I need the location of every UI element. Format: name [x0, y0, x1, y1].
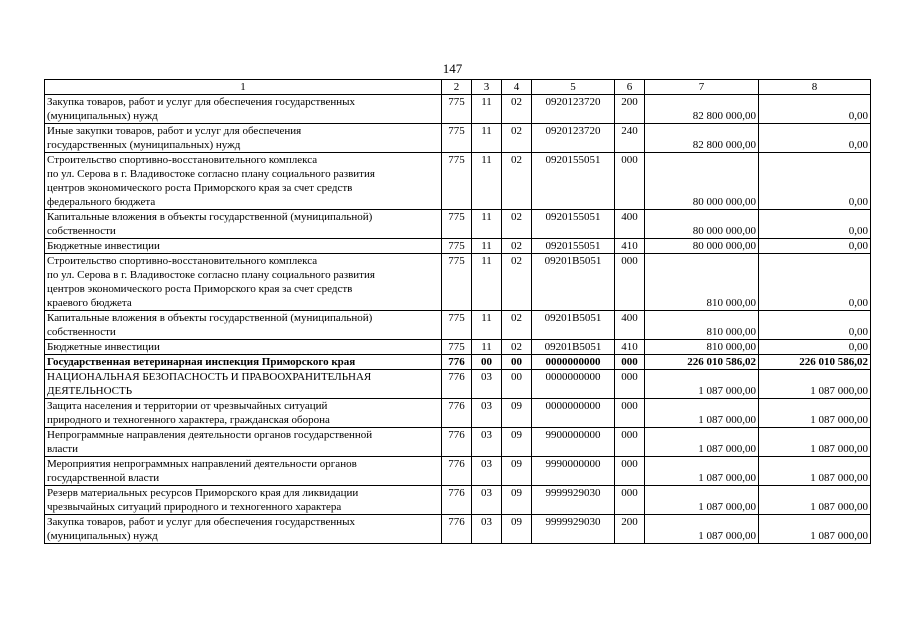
- item-name-cell: [45, 340, 442, 355]
- amount-col7-cell: 226 010 586,02: [645, 355, 759, 370]
- amount-col7-cell: 80 000 000,00: [645, 210, 759, 239]
- admin-code-cell: 775: [442, 239, 472, 254]
- target-article-cell: 09201B5051: [532, 340, 615, 355]
- subsection-cell: 00: [502, 370, 532, 399]
- admin-code-cell: 775: [442, 210, 472, 239]
- target-article-cell: 0920155051: [532, 153, 615, 210]
- item-name-line: чрезвычайных ситуаций природного и техногенного характера: [47, 501, 342, 513]
- admin-code-cell: 775: [442, 124, 472, 153]
- item-name-line: (муниципальных) нужд: [47, 110, 158, 122]
- section-cell: 03: [472, 457, 502, 486]
- table-row: [45, 370, 871, 399]
- amount-col8-cell: 1 087 000,00: [759, 399, 871, 428]
- amount-col8-cell: 226 010 586,02: [759, 355, 871, 370]
- item-name-line: Иные закупки товаров, работ и услуг для обеспечения: [47, 125, 302, 137]
- amount-col7-cell: 1 087 000,00: [645, 515, 759, 544]
- subsection-cell: 02: [502, 239, 532, 254]
- expense-type-cell: 240: [615, 124, 645, 153]
- item-name-cell: [45, 95, 442, 124]
- amount-col7-cell: 810 000,00: [645, 254, 759, 311]
- target-article-cell: 0920155051: [532, 239, 615, 254]
- admin-code-cell: 775: [442, 340, 472, 355]
- amount-col8-cell: 0,00: [759, 311, 871, 340]
- expense-type-cell: 200: [615, 95, 645, 124]
- amount-col7-cell: 1 087 000,00: [645, 370, 759, 399]
- expense-type-cell: 410: [615, 340, 645, 355]
- item-name-line: государственных (муниципальных) нужд: [47, 139, 241, 151]
- expense-type-cell: 400: [615, 311, 645, 340]
- section-cell: 11: [472, 239, 502, 254]
- item-name-line: Строительство спортивно-восстановительного комплекса: [47, 154, 318, 166]
- item-name-cell: [45, 239, 442, 254]
- amount-col7-cell: 80 000 000,00: [645, 239, 759, 254]
- amount-col8-cell: 1 087 000,00: [759, 428, 871, 457]
- table-row: [45, 254, 871, 311]
- expense-type-cell: 000: [615, 399, 645, 428]
- item-name-cell: [45, 254, 442, 311]
- column-header: 3: [472, 80, 502, 95]
- subsection-cell: 02: [502, 254, 532, 311]
- table-row: [45, 239, 871, 254]
- amount-col8-cell: 0,00: [759, 254, 871, 311]
- target-article-cell: 9999929030: [532, 515, 615, 544]
- table-row: [45, 340, 871, 355]
- table-header-row: [45, 80, 871, 95]
- subsection-cell: 02: [502, 124, 532, 153]
- item-name-line: собственности: [47, 225, 116, 237]
- table-row: [45, 486, 871, 515]
- target-article-cell: 0000000000: [532, 355, 615, 370]
- item-name-line: Мероприятия непрограммных направлений деятельности органов: [47, 458, 357, 470]
- item-name-line: НАЦИОНАЛЬНАЯ БЕЗОПАСНОСТЬ И ПРАВООХРАНИТЕЛЬНАЯ: [47, 371, 372, 383]
- column-header: 7: [645, 80, 759, 95]
- target-article-cell: 09201B5051: [532, 311, 615, 340]
- section-cell: 03: [472, 428, 502, 457]
- item-name-line: (муниципальных) нужд: [47, 530, 158, 542]
- item-name-line: центров экономического роста Приморского края за счет средств: [47, 283, 353, 295]
- admin-code-cell: 775: [442, 254, 472, 311]
- target-article-cell: 9900000000: [532, 428, 615, 457]
- amount-col7-cell: 1 087 000,00: [645, 399, 759, 428]
- target-article-cell: 0000000000: [532, 399, 615, 428]
- item-name-cell: [45, 428, 442, 457]
- subsection-cell: 09: [502, 428, 532, 457]
- admin-code-cell: 775: [442, 153, 472, 210]
- expense-type-cell: 000: [615, 370, 645, 399]
- page-number: 147: [442, 61, 463, 76]
- item-name-cell: [45, 457, 442, 486]
- table-row: [45, 153, 871, 210]
- target-article-cell: 0920155051: [532, 210, 615, 239]
- amount-col8-cell: 1 087 000,00: [759, 515, 871, 544]
- amount-col8-cell: 0,00: [759, 124, 871, 153]
- section-cell: 11: [472, 210, 502, 239]
- amount-col7-cell: 1 087 000,00: [645, 428, 759, 457]
- target-article-cell: 09201B5051: [532, 254, 615, 311]
- expense-type-cell: 200: [615, 515, 645, 544]
- subsection-cell: 02: [502, 95, 532, 124]
- item-name-line: природного и техногенного характера, гражданская оборона: [47, 414, 330, 426]
- item-name-line: Защита населения и территории от чрезвычайных ситуаций: [47, 400, 328, 412]
- item-name-cell: [45, 311, 442, 340]
- column-header: 4: [502, 80, 532, 95]
- section-cell: 03: [472, 486, 502, 515]
- expense-type-cell: 000: [615, 254, 645, 311]
- item-name-line: ДЕЯТЕЛЬНОСТЬ: [47, 385, 133, 397]
- column-header: 2: [442, 80, 472, 95]
- section-cell: 03: [472, 370, 502, 399]
- admin-code-cell: 776: [442, 399, 472, 428]
- amount-col8-cell: 0,00: [759, 95, 871, 124]
- amount-col7-cell: 82 800 000,00: [645, 95, 759, 124]
- subsection-cell: 09: [502, 486, 532, 515]
- admin-code-cell: 776: [442, 355, 472, 370]
- expense-type-cell: 000: [615, 153, 645, 210]
- item-name-line: Строительство спортивно-восстановительного комплекса: [47, 255, 318, 267]
- table-row: [45, 457, 871, 486]
- expense-type-cell: 400: [615, 210, 645, 239]
- amount-col7-cell: 82 800 000,00: [645, 124, 759, 153]
- item-name-line: Закупка товаров, работ и услуг для обеспечения государственных: [47, 516, 356, 528]
- item-name-cell: [45, 355, 442, 370]
- item-name-line: центров экономического роста Приморского края за счет средств: [47, 182, 353, 194]
- item-name-line: краевого бюджета: [47, 297, 132, 309]
- amount-col7-cell: 1 087 000,00: [645, 457, 759, 486]
- section-cell: 03: [472, 515, 502, 544]
- item-name-line: Резерв материальных ресурсов Приморского края для ликвидации: [47, 487, 359, 499]
- table-row: [45, 515, 871, 544]
- amount-col8-cell: 0,00: [759, 153, 871, 210]
- target-article-cell: 0000000000: [532, 370, 615, 399]
- section-cell: 00: [472, 355, 502, 370]
- table-row: [45, 95, 871, 124]
- target-article-cell: 9990000000: [532, 457, 615, 486]
- subsection-cell: 09: [502, 515, 532, 544]
- expense-type-cell: 000: [615, 355, 645, 370]
- column-header: 6: [615, 80, 645, 95]
- item-name-cell: [45, 210, 442, 239]
- section-cell: 11: [472, 95, 502, 124]
- item-name-cell: [45, 153, 442, 210]
- amount-col8-cell: 1 087 000,00: [759, 457, 871, 486]
- subsection-cell: 09: [502, 457, 532, 486]
- column-header: 5: [532, 80, 615, 95]
- item-name-line: Закупка товаров, работ и услуг для обеспечения государственных: [47, 96, 356, 108]
- table-row: [45, 210, 871, 239]
- subsection-cell: 02: [502, 153, 532, 210]
- item-name-line: государственной власти: [47, 472, 160, 484]
- table-row: [45, 124, 871, 153]
- item-name-line: Государственная ветеринарная инспекция Приморского края: [47, 356, 356, 368]
- admin-code-cell: 775: [442, 95, 472, 124]
- column-header: 1: [45, 80, 442, 95]
- amount-col8-cell: 0,00: [759, 239, 871, 254]
- section-cell: 11: [472, 340, 502, 355]
- section-cell: 03: [472, 399, 502, 428]
- item-name-cell: [45, 399, 442, 428]
- item-name-line: по ул. Серова в г. Владивостоке согласно плану социального развития: [47, 269, 375, 281]
- item-name-line: власти: [47, 443, 78, 455]
- target-article-cell: 0920123720: [532, 124, 615, 153]
- budget-table: [44, 79, 871, 544]
- amount-col8-cell: 0,00: [759, 340, 871, 355]
- amount-col8-cell: 1 087 000,00: [759, 370, 871, 399]
- amount-col7-cell: 1 087 000,00: [645, 486, 759, 515]
- section-cell: 11: [472, 124, 502, 153]
- item-name-line: по ул. Серова в г. Владивостоке согласно плану социального развития: [47, 168, 375, 180]
- column-header: 8: [759, 80, 871, 95]
- subsection-cell: 00: [502, 355, 532, 370]
- item-name-line: Капитальные вложения в объекты государственной (муниципальной): [47, 211, 373, 223]
- expense-type-cell: 000: [615, 457, 645, 486]
- item-name-line: собственности: [47, 326, 116, 338]
- admin-code-cell: 776: [442, 457, 472, 486]
- table-row: [45, 428, 871, 457]
- subsection-cell: 09: [502, 399, 532, 428]
- admin-code-cell: 776: [442, 515, 472, 544]
- target-article-cell: 9999929030: [532, 486, 615, 515]
- table-row: [45, 399, 871, 428]
- admin-code-cell: 775: [442, 311, 472, 340]
- admin-code-cell: 776: [442, 428, 472, 457]
- item-name-line: Бюджетные инвестиции: [47, 240, 160, 252]
- subsection-cell: 02: [502, 340, 532, 355]
- item-name-line: федерального бюджета: [47, 196, 156, 208]
- table-row: [45, 355, 871, 370]
- admin-code-cell: 776: [442, 486, 472, 515]
- expense-type-cell: 000: [615, 486, 645, 515]
- item-name-cell: [45, 515, 442, 544]
- amount-col7-cell: 810 000,00: [645, 340, 759, 355]
- amount-col7-cell: 80 000 000,00: [645, 153, 759, 210]
- item-name-cell: [45, 124, 442, 153]
- subsection-cell: 02: [502, 210, 532, 239]
- expense-type-cell: 410: [615, 239, 645, 254]
- item-name-line: Капитальные вложения в объекты государственной (муниципальной): [47, 312, 373, 324]
- admin-code-cell: 776: [442, 370, 472, 399]
- item-name-line: Бюджетные инвестиции: [47, 341, 160, 353]
- item-name-cell: [45, 486, 442, 515]
- item-name-cell: [45, 370, 442, 399]
- target-article-cell: 0920123720: [532, 95, 615, 124]
- expense-type-cell: 000: [615, 428, 645, 457]
- item-name-line: Непрограммные направления деятельности органов государственной: [47, 429, 373, 441]
- subsection-cell: 02: [502, 311, 532, 340]
- amount-col8-cell: 1 087 000,00: [759, 486, 871, 515]
- section-cell: 11: [472, 153, 502, 210]
- amount-col7-cell: 810 000,00: [645, 311, 759, 340]
- section-cell: 11: [472, 311, 502, 340]
- table-row: [45, 311, 871, 340]
- amount-col8-cell: 0,00: [759, 210, 871, 239]
- section-cell: 11: [472, 254, 502, 311]
